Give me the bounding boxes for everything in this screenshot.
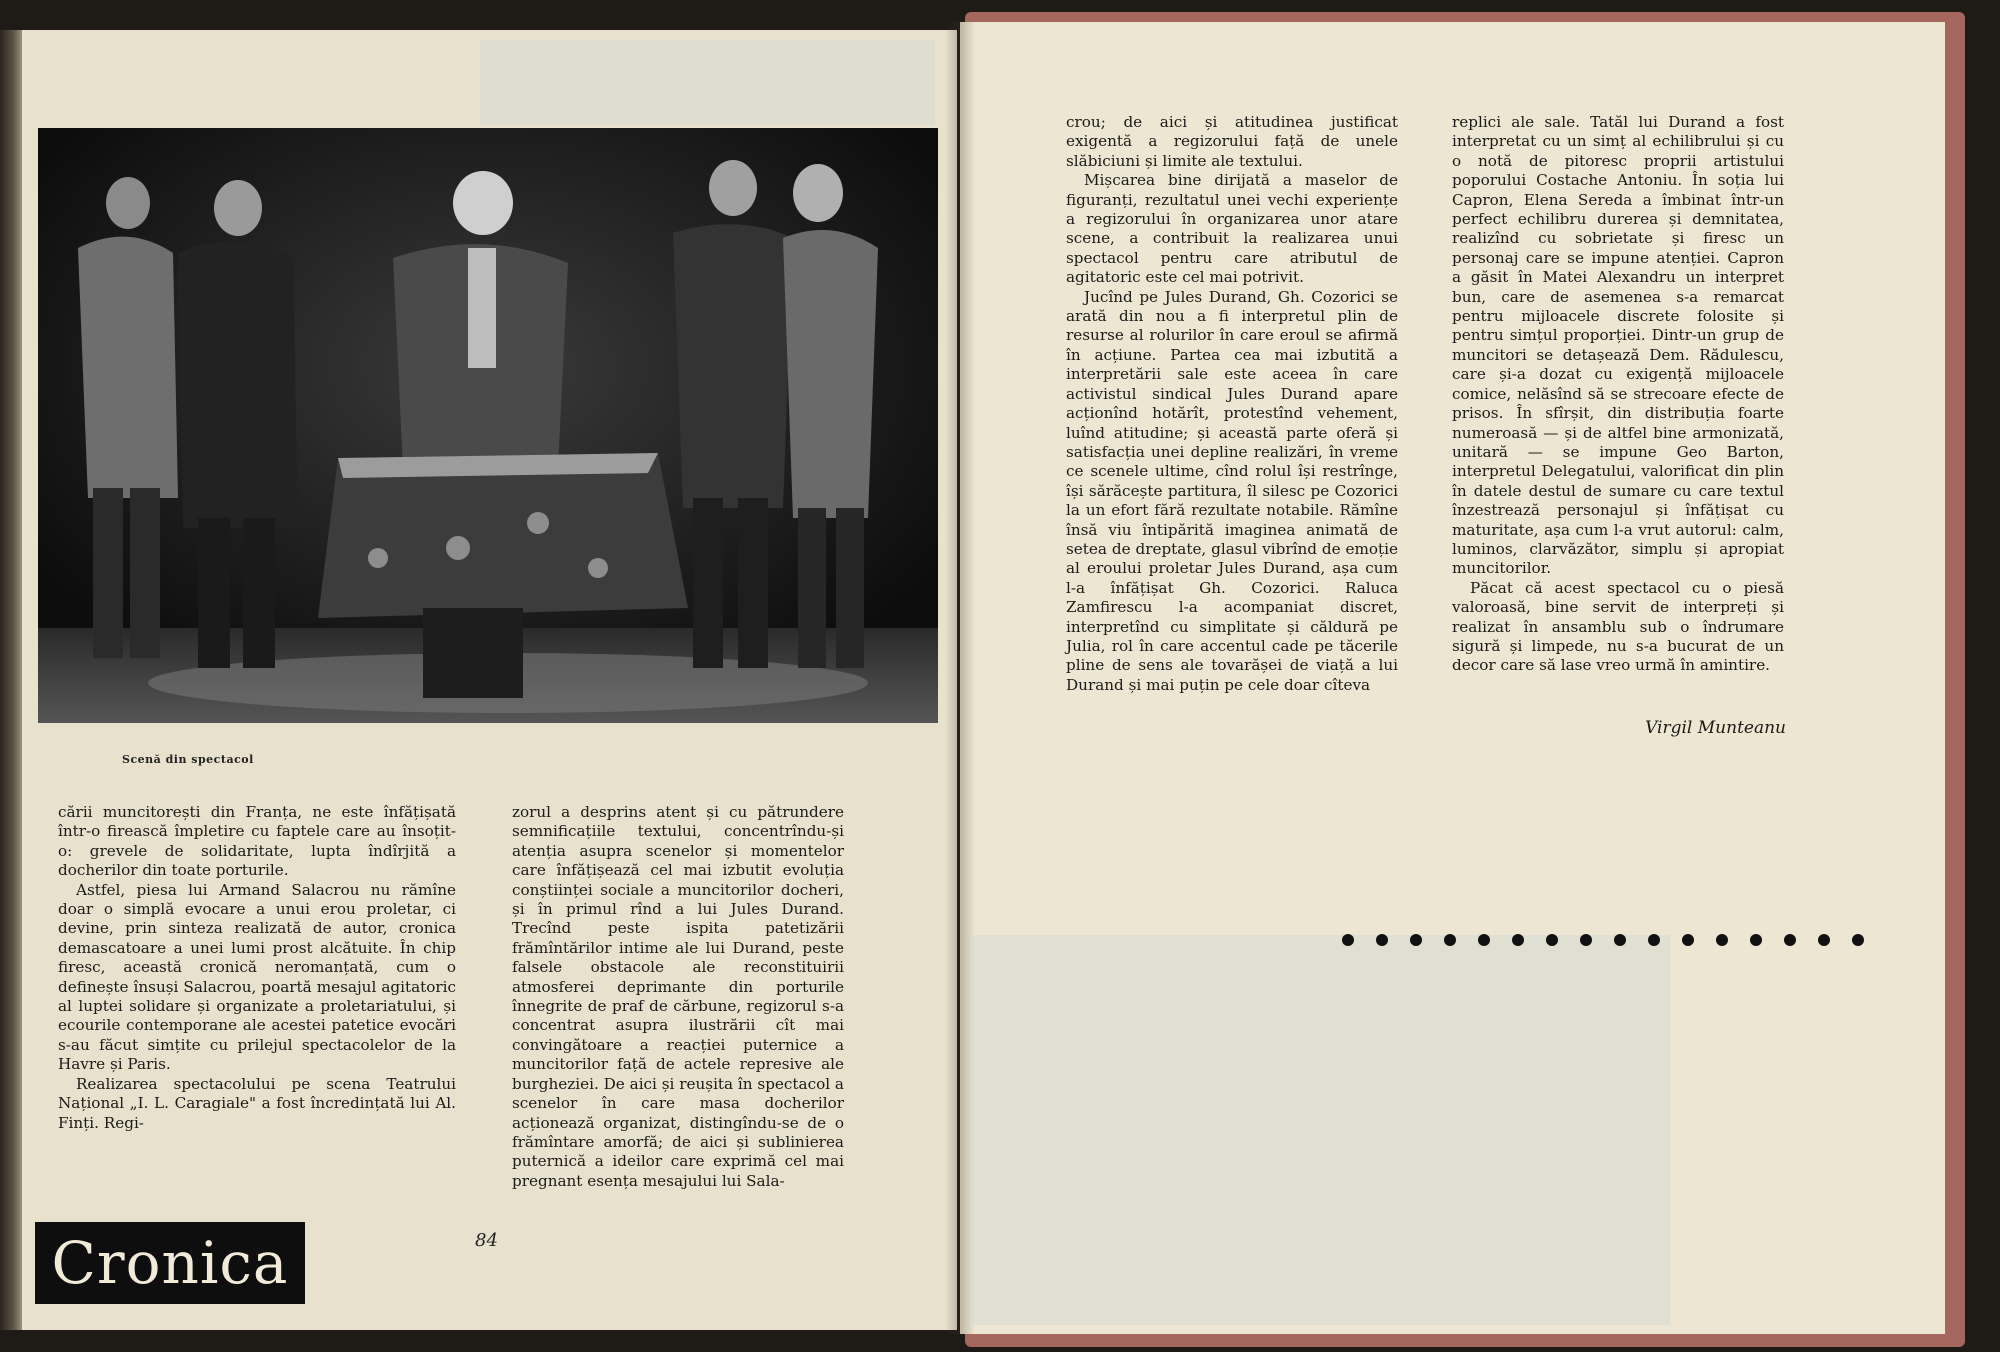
show-through-block <box>970 935 1670 1325</box>
author-signature: Virgil Munteanu <box>1645 718 1786 738</box>
paragraph: Păcat că acest spectacol cu o piesă valoroasă, bine servit de interpreți și realizat în ansamblu sub o îndrumare sigură și limpede, nu s-a bucurat de un decor care să lase vreo urmă în amintire. <box>1452 578 1784 675</box>
section-logo: Cronica <box>35 1222 305 1304</box>
paragraph: replici ale sale. Tatăl lui Durand a fost interpretat cu un simț al echilibrului și cu o notă de pitoresc proprii artistului poporului Costache Antoniu. În soția lui Capron, Elena Sereda a îmbinat într-un perfect echilibru durerea și demnitatea, realizînd cu sobrietate și firesc un personaj care se impune atenției. Capron a găsit în Matei Alexandru un interpret bun, care de asemenea s-a remarcat pentru mijloacele discrete folosite și pentru simțul proporției. Dintr-un grup de muncitori se detașează Dem. Rădulescu, care și-a dozat cu exigență mijloacele comice, nelăsînd să se strecoare efecte de prisos. În sfîrșit, din distribuția foarte numeroasă — și de altfel bine armonizată, unitară — se impune Geo Barton, interpretul Delegatului, valorificat din plin în datele destul de sumare cu care textul înzestrează personajul și înfățișat cu maturitate, așa cum l-a vrut autorul: calm, luminos, clarvăzător, simplu și apropiat muncitorilor. <box>1452 113 1784 578</box>
text-column-1 <box>58 803 456 1133</box>
stage-photo <box>38 128 938 723</box>
paragraph: cării muncitorești din Franța, ne este înfățișată într-o firească împletire cu faptele care au însoțit-o: grevele de solidaritate, lupta îndîrjită a docherilor din toate porturile. <box>58 803 456 880</box>
text-column-3 <box>1066 113 1398 695</box>
stage-photo-drawing <box>38 128 938 723</box>
paragraph: Realizarea spectacolului pe scena Teatrului Național „I. L. Caragiale" a fost încredințată lui Al. Finți. Regi- <box>58 1074 456 1132</box>
text-column-2 <box>512 803 844 1191</box>
text-column-4 <box>1452 113 1784 676</box>
paragraph: Astfel, piesa lui Armand Salacrou nu rămîne doar o simplă evocare a unui erou proletar, ci devine, prin sinteza realizată de autor, cronica demascatoare a unei lumi prost alcătuite. În chip firesc, această cronică neromanțată, cum o definește însuși Salacrou, poartă mesajul agitatoric al luptei solidare și organizate a proletariatului, și ecourile contemporane ale acestei patetice evocări s-au făcut simțite cu prilejul spectacolelor de la Havre și Paris. <box>58 880 456 1074</box>
page-number: 84 <box>475 1230 498 1251</box>
paragraph: Mișcarea bine dirijată a maselor de figuranți, rezultatul unei vechi experiențe a regizorului în organizarea unor atare scene, a contribuit la realizarea unui spectacol pentru care atributul de agitatoric este cel mai potrivit. <box>1066 171 1398 287</box>
paragraph: crou; de aici și atitudinea justificat exigentă a regizorului față de unele slăbiciuni și limite ale textului. <box>1066 113 1398 170</box>
photo-caption: Scenă din spectacol <box>122 753 254 766</box>
left-page-edge <box>0 30 22 1330</box>
show-through-block <box>480 40 935 125</box>
paragraph: zorul a desprins atent și cu pătrundere semnificațiile textului, concentrîndu-și atenția asupra scenelor și momentelor care înfățișează cel mai izbutit evoluția conștiinței sociale a muncitorilor docheri, și în primul rînd a lui Jules Durand. Trecînd peste ispita patetizării frămîntărilor intime ale lui Durand, peste falsele obstacole ale reconstituirii atmosferei deprimante din porturile înnegrite de praf de cărbune, regizorul s-a concentrat asupra ilustrării cît mai convingătoare a reacției puternice a muncitorilor față de actele represive ale burgheziei. De aici și reușita în spectacol a scenelor în care masa docherilor acționează organizat, distingîndu-se de o frămîntare amorfă; de aici și sublinierea puternică a ideilor care exprimă cel mai pregnant esența mesajului lui Sala- <box>512 803 844 1190</box>
paragraph: Jucînd pe Jules Durand, Gh. Cozorici se arată din nou a fi interpretul plin de resurse al rolurilor în care eroul se afirmă în acțiune. Partea cea mai izbutită a interpretării sale este aceea în care activistul sindical Jules Durand apare acționînd hotărît, protestînd vehement, luînd atitudine; și această parte oferă și satisfacția unei depline realizări, în vreme ce scenele ultime, cînd rolul își restrînge, își sărăcește partitura, îl silesc pe Cozorici la un efort fără rezultate notabile. Rămîne însă viu întipărită imaginea animată de setea de dreptate, glasul vibrînd de emoție al eroului proletar Jules Durand, așa cum l-a înfățișat Gh. Cozorici. Raluca Zamfirescu l-a acompaniat discret, interpretînd cu simplitate și căldură pe Julia, rol în care accentul cade pe tăcerile pline de sens ale tovarășei de viață a lui Durand și mai puțin pe cele doar cîteva <box>1066 287 1398 694</box>
dot-ornament <box>1340 932 1870 948</box>
